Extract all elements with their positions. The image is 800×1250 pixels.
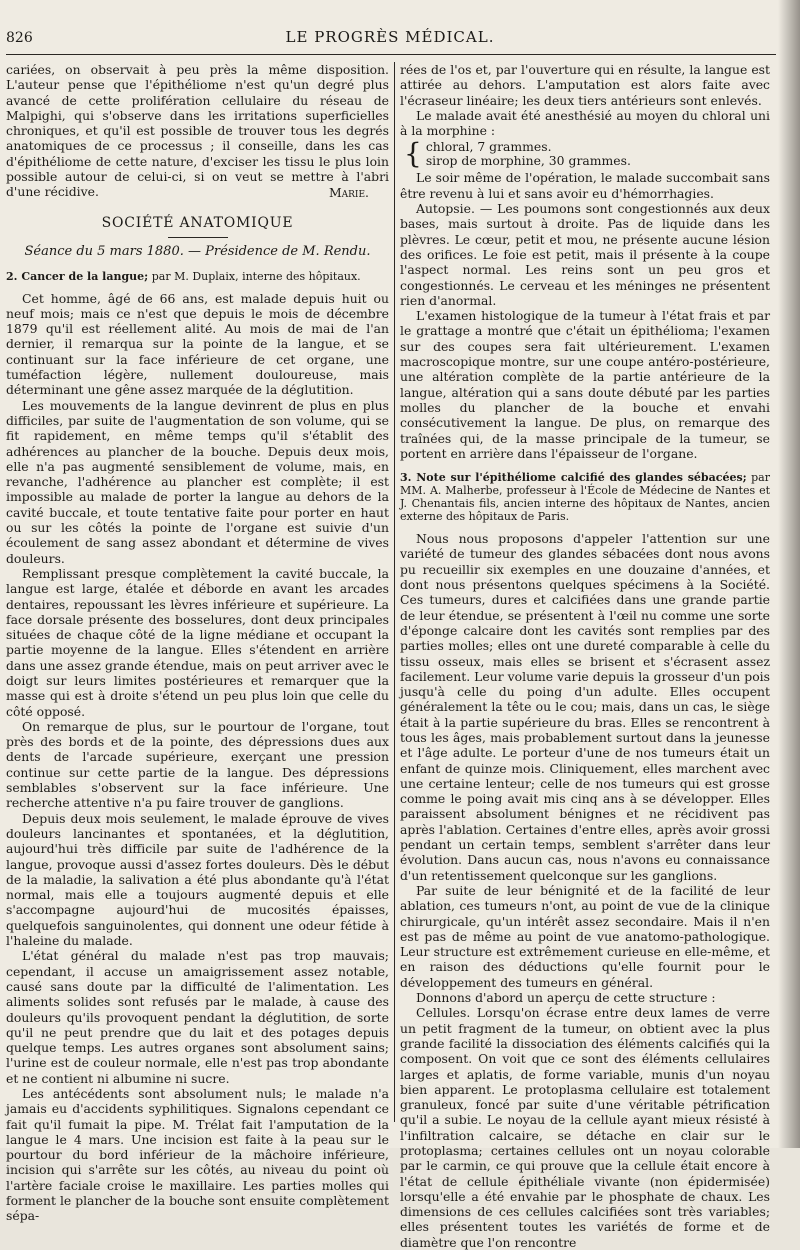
paragraph: Le malade avait été anesthésié au moyen du chloral uni à la morphine : — [400, 107, 770, 139]
autopsy-paragraph: Autopsie. — Les poumons sont congestionnés aux deux bases, mais surtout à droite. Pas de liquide dans les plèvres. Le cœur, petit et mou, ne présente aucune lésion des orifices. Le foie est petit, mais il présente à la coupe l'aspect normal. Les reins sont un peu gros et congestionnés. Le cerveau et les méninges ne présentent rien d'anormal. — [400, 201, 770, 308]
paragraph: Les antécédents sont absolument nuls; le malade n'a jamais eu d'accidents syphilitiques. Signalons cependant ce fait qu'il fumait la pipe. M. Trélat fait l'amputation de la langue le 4 mars. Une incision est faite à la peau sur le pourtour du bord inférieur de la mâchoire inférieure, incision qui s'arrête sur les côtés, au niveau du point où l'artère faciale croise le maxillaire. Les parties molles qui forment le plancher de la bouche sont ensuite complètement sépa- — [6, 1086, 389, 1224]
column-divider — [394, 62, 395, 1122]
page-number: 826 — [6, 30, 33, 46]
section-title: SOCIÉTÉ ANATOMIQUE — [101, 214, 294, 231]
paragraph: Cet homme, âgé de 66 ans, est malade depuis huit ou neuf mois; mais ce n'est que depuis le mois de décembre 1879 qu'il est réellement alité. Au mois de mai de l'an dernier, il remarqua sur la pointe de la langue, et se continuant sur la face inférieure de cet organe, une tuméfaction légère, nullement douloureuse, mais déterminant une gêne assez marquée de la déglutition. — [6, 290, 389, 398]
right-column — [400, 62, 770, 1250]
author-signature: Marie. — [328, 184, 369, 200]
header-rule — [6, 54, 776, 55]
dosage-items — [426, 140, 631, 168]
article-3-title: 3. Note sur l'épithéliome calcifié des glandes sébacées; — [400, 471, 747, 485]
paragraph: Le soir même de l'opération, le malade succombait sans être revenu à lui et sans avoir eu d'hémorrhagies. — [400, 170, 770, 201]
paragraph: L'état général du malade n'est pas trop mauvais; cependant, il accuse un amaigrissement assez notable, causé sans doute par la difficulté de l'alimentation. Les aliments solides sont refusés par le malade, à cause des douleurs qu'ils provoquent pendant la déglutition, de sorte qu'il ne peut prendre que du lait et des potages depuis quelque temps. Les autres organes sont absolument sains; l'urine est de couleur normale, elle n'est pas trop abondante et ne contient ni albumine ni sucre. — [6, 948, 389, 1086]
article-3-heading — [400, 471, 770, 523]
dosage-morphine: sirop de morphine, 30 grammes. — [425, 153, 631, 169]
paragraph: Par suite de leur bénignité et de la facilité de leur ablation, ces tumeurs n'ont, au point de vue de la clinique chirurgicale, qu'un intérêt assez secondaire. Mais il n'en est pas de même au point de vue anatomo-pathologique. Leur structure est extrêmement curieuse en elle-même, et en raison des déductions qu'elle fournit pour le développement des tumeurs en général. — [400, 882, 770, 990]
seance-line — [6, 244, 389, 259]
title-rule — [168, 237, 228, 238]
paragraph: Remplissant presque complètement la cavité buccale, la langue est large, étalée et déborde en avant les arcades dentaires, repoussant les lèvres inférieure et supérieure. La face dorsale présente des bosselures, dont deux principales situées de chaque côté de la ligne médiane et occupant la partie moyenne de la langue. Elles s'étendent en arrière dans une assez grande étendue, mais on peut arriver avec le doigt sur leurs limites postérieures et remarquer que la masse qui est à droite s'étend un peu plus loin que celle du côté opposé. — [6, 565, 389, 719]
paragraph: Les mouvements de la langue devinrent de plus en plus difficiles, par suite de l'augmentation de son volume, qui se fit rapidement, en même temps qu'il s'établit des adhérences au plancher de la bouche. Depuis deux mois, elle n'a pas augmenté sensiblement de volume, mais, en revanche, l'adhérence au plancher est complète; il est impossible au malade de porter la langue au dehors de la cavité buccale, et toute tentative faite pour porter en haut ou sur les côtés la pointe de l'organe est suivie d'un écoulement de sang assez abondant et détermine de vives douleurs. — [6, 397, 389, 566]
seance-text: Séance du 5 mars 1880. — Présidence de M. Rendu. — [24, 244, 371, 260]
paragraph: Depuis deux mois seulement, le malade éprouve de vives douleurs lancinantes et spontanées, et la déglutition, aujourd'hui très difficile par suite de l'adhérence de la langue, provoque aussi d'assez fortes douleurs. Dès le début de la maladie, la salivation a été plus abondante qu'à l'état normal, mais elle a toujours augmenté depuis et elle s'accompagne aujourd'hui de mucosités épaisses, quelquefois sanguinolentes, qui donnent une odeur fétide à l'haleine du malade. — [6, 810, 389, 949]
article-2-author: par M. Duplaix, interne des hôpitaux. — [148, 269, 361, 283]
paragraph: On remarque de plus, sur le pourtour de l'organe, tout près des bords et de la pointe, des dépressions dues aux dents de l'arcade supérieure, exerçant une pression continue sur cette partie de la langue. Des dépressions semblables s'observent sur la face inférieure. Une recherche attentive n'a pu faire trouver de ganglions. — [6, 718, 389, 811]
dosage-chloral: chloral, 7 grammes. — [425, 139, 552, 155]
article-2-title: 2. Cancer de la langue; — [6, 269, 149, 283]
article-3-authors: par MM. A. Malherbe, professeur à l'École de Médecine de Nantes et J. Chenantais fils, ancien interne des hôpitaux de Nantes, ancien externe des hôpitaux de Paris. — [400, 471, 770, 524]
paragraph: L'examen histologique de la tumeur à l'état frais et par le grattage a montré que c'était un épithélioma; l'examen sur des coupes sera fait ultérieurement. L'examen macroscopique montre, sur une coupe antéro-postérieure, une altération complète de la partie antérieure de la langue, altération qui a sans doute débuté par les parties molles du plancher de la bouche et envahi consécutivement la langue. De plus, on remarque des traînées qui, de la masse principale de la tumeur, se portent en arrière dans l'épaisseur de l'organe. — [400, 308, 770, 461]
paragraph: Donnons d'abord un aperçu de cette structure : — [416, 990, 716, 1006]
binding-shadow — [778, 0, 800, 1148]
dosage-formula — [400, 137, 770, 171]
cellules-paragraph: Cellules. Lorsqu'on écrase entre deux lames de verre un petit fragment de la tumeur, on obtient avec la plus grande facilité la dissociation des éléments calcifiés qui la composent. On voit que ce sont des éléments cellulaires larges et aplatis, de forme variable, munis d'un noyau bien apparent. Le protoplasma cellulaire est totalement granuleux, foncé par suite d'une véritable pétrification qu'il a subie. Le noyau de la cellule ayant mieux résisté à l'infiltration calcaire, se détache en clair sur le protoplasma; certaines cellules ont un noyau colorable par le carmin, ce qui prouve que la cellule était encore à l'état de cellule épithéliale vivante (non épidermisée) lorsqu'elle a été envahie par le phosphate de chaux. Les dimensions de ces cellules calcifiées sont très variables; elles présentent toutes les variétés de forme et de diamètre que l'on rencontre — [400, 1005, 770, 1250]
page-header — [6, 26, 774, 50]
paragraph: Nous nous proposons d'appeler l'attention sur une variété de tumeur des glandes sébacées dont nous avons pu recueillir six exemples en une douzaine d'années, et dont nous présentons quelques spécimens à la Société. Ces tumeurs, dures et calcifiées dans une grande partie de leur étendue, se présentent à l'œil nu comme une sorte d'éponge calcaire dont les cavités sont remplies par des parties molles; elles ont une dureté comparable à celle du tissu osseux, mais elles se brisent et s'écrasent assez facilement. Leur volume varie depuis la grosseur d'un pois jusqu'à celle du poing d'un adulte. Elles occupent généralement la tête ou le cou; mais, dans un cas, le siège était à la partie supérieure du bras. Elles se rencontrent à tous les âges, mais probablement surtout dans la jeunesse et l'âge adulte. Le porteur d'une de nos tumeurs était un enfant de quinze mois. Cliniquement, elles marchent avec une certaine lenteur; celle de nos tumeurs qui est grosse comme le poing avait mis cinq ans à se développer. Elles paraissent absolument bénignes et ne récidivent pas après l'ablation. Certaines d'entre elles, après avoir grossi pendant un certain temps, semblent s'arrêter dans leur évolution. Dans aucun cas, nous n'avons eu connaissance d'un retentissement quelconque sur les ganglions. — [400, 531, 770, 883]
brace-glyph: { — [404, 137, 422, 171]
left-column — [6, 62, 389, 1224]
paragraph: rées de l'os et, par l'ouverture qui en résulte, la langue est attirée au dehors. L'amputation est alors faite avec l'écraseur linéaire; les deux tiers antérieurs sont enlevés. — [400, 62, 770, 108]
intro-paragraph: cariées, on observait à peu près la même disposition. L'auteur pense que l'épithéliome n'est qu'un degré plus avancé de cette prolifération cellulaire du réseau de Malpighi, qui s'observe dans les irritations superficielles chroniques, et qu'il est possible de trouver tous les degrés anatomiques de ce processus ; il conseille, dans les cas d'épithéliome de cette nature, d'exciser les tissu le plus loin possible autour de celui-ci, si on veut se mettre à l'abri d'une récidive. — [6, 62, 389, 200]
article-2-heading — [6, 270, 389, 283]
running-title: LE PROGRÈS MÉDICAL. — [285, 28, 495, 46]
